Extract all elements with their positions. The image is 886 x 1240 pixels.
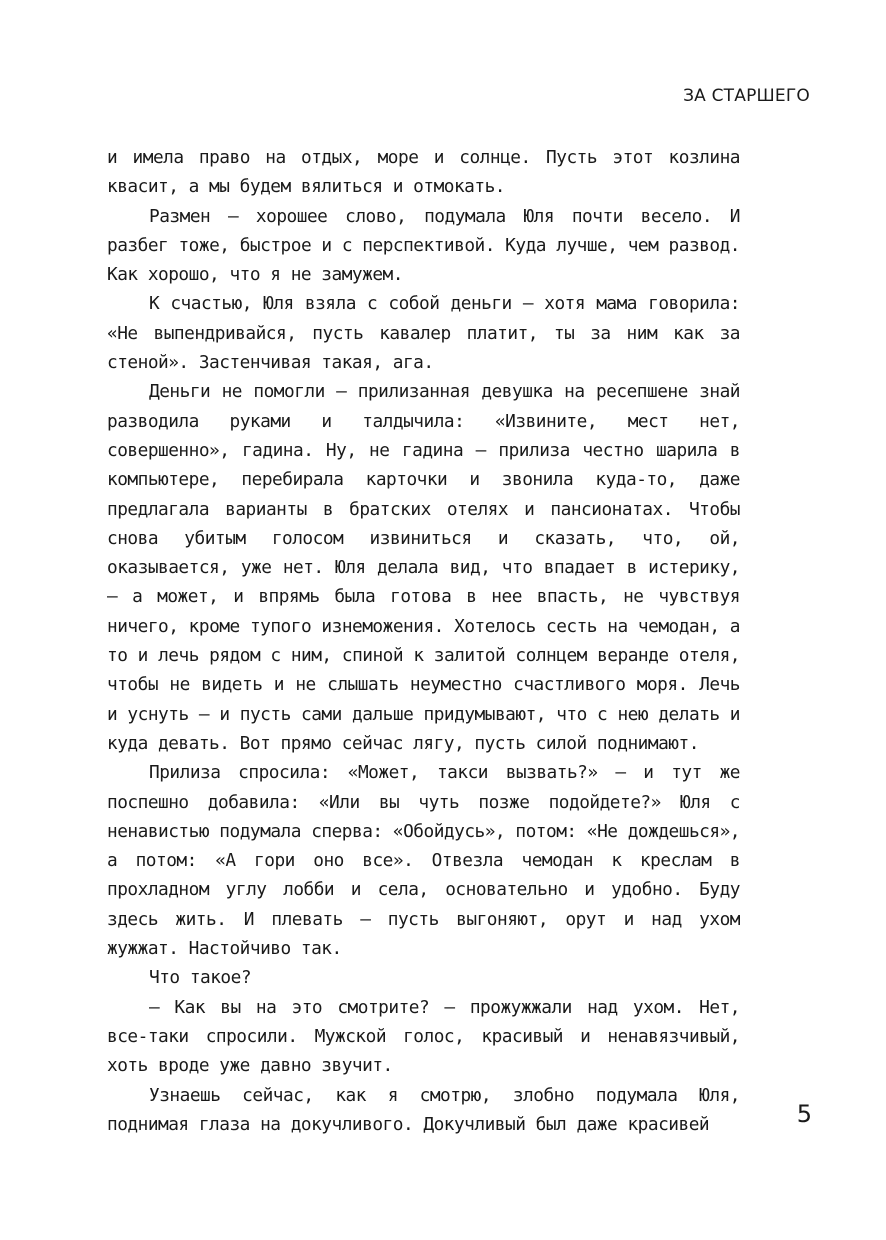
paragraph: Деньги не помогли — прилизанная девушка на ресепшене знай разводила руками и талдычила: «Извините, мест нет, совершенно», гадина. Ну, не гадина — прилиза честно шарила в компьютере, перебирала карточки и звонила куда-то, даже предлагала варианты в братских отелях и пансионатах. Чтобы снова убитым голосом извиниться и сказать, что, ой, оказывается, уже нет. Юля делала вид, что впадает в истерику, — а может, и впрямь была готова в нее впасть, не чувствуя ничего, кроме тупого изнеможения. Хотелось сесть на чемодан, а то и лечь рядом с ним, спиной к залитой солнцем веранде отеля, чтобы не видеть и не слышать неуместно счастливого моря. Лечь и уснуть — и пусть сами дальше придумывают, что с нею делать и куда девать. Вот прямо сейчас лягу, пусть силой поднимают. <box>107 381 740 754</box>
paragraph: Размен — хорошее слово, подумала Юля почти весело. И разбег тоже, быстрое и с перспективой. Куда лучше, чем развод. Как хорошо, что я не замужем. <box>107 205 740 286</box>
page-number: 5 <box>796 1100 812 1128</box>
paragraph: и имела право на отдых, море и солнце. Пусть этот козлина квасит, а мы будем вялиться и отмокать. <box>107 147 740 198</box>
paragraph: Узнаешь сейчас, как я смотрю, злобно подумала Юля, поднимая глаза на докучливого. Докучливый был даже красивей <box>107 1084 740 1135</box>
body-text <box>107 143 740 1139</box>
paragraph: — Как вы на это смотрите? — прожужжали над ухом. Нет, все-таки спросили. Мужской голос, красивый и ненавязчивый, хоть вроде уже давно звучит. <box>107 996 740 1077</box>
running-header: ЗА СТАРШЕГО <box>683 86 810 106</box>
paragraph: К счастью, Юля взяла с собой деньги — хотя мама говорила: «Не выпендривайся, пусть кавалер платит, ты за ним как за стеной». Застенчивая такая, ага. <box>107 293 740 374</box>
paragraph: Что такое? <box>149 967 252 989</box>
paragraph: Прилиза спросила: «Может, такси вызвать?» — и тут же поспешно добавила: «Или вы чуть позже подойдете?» Юля с ненавистью подумала сперва: «Обойдусь», потом: «Не дождешься», а потом: «А гори оно все». Отвезла чемодан к креслам в прохладном углу лобби и села, основательно и удобно. Буду здесь жить. И плевать — пусть выгоняют, орут и над ухом жужжат. Настойчиво так. <box>107 762 740 960</box>
